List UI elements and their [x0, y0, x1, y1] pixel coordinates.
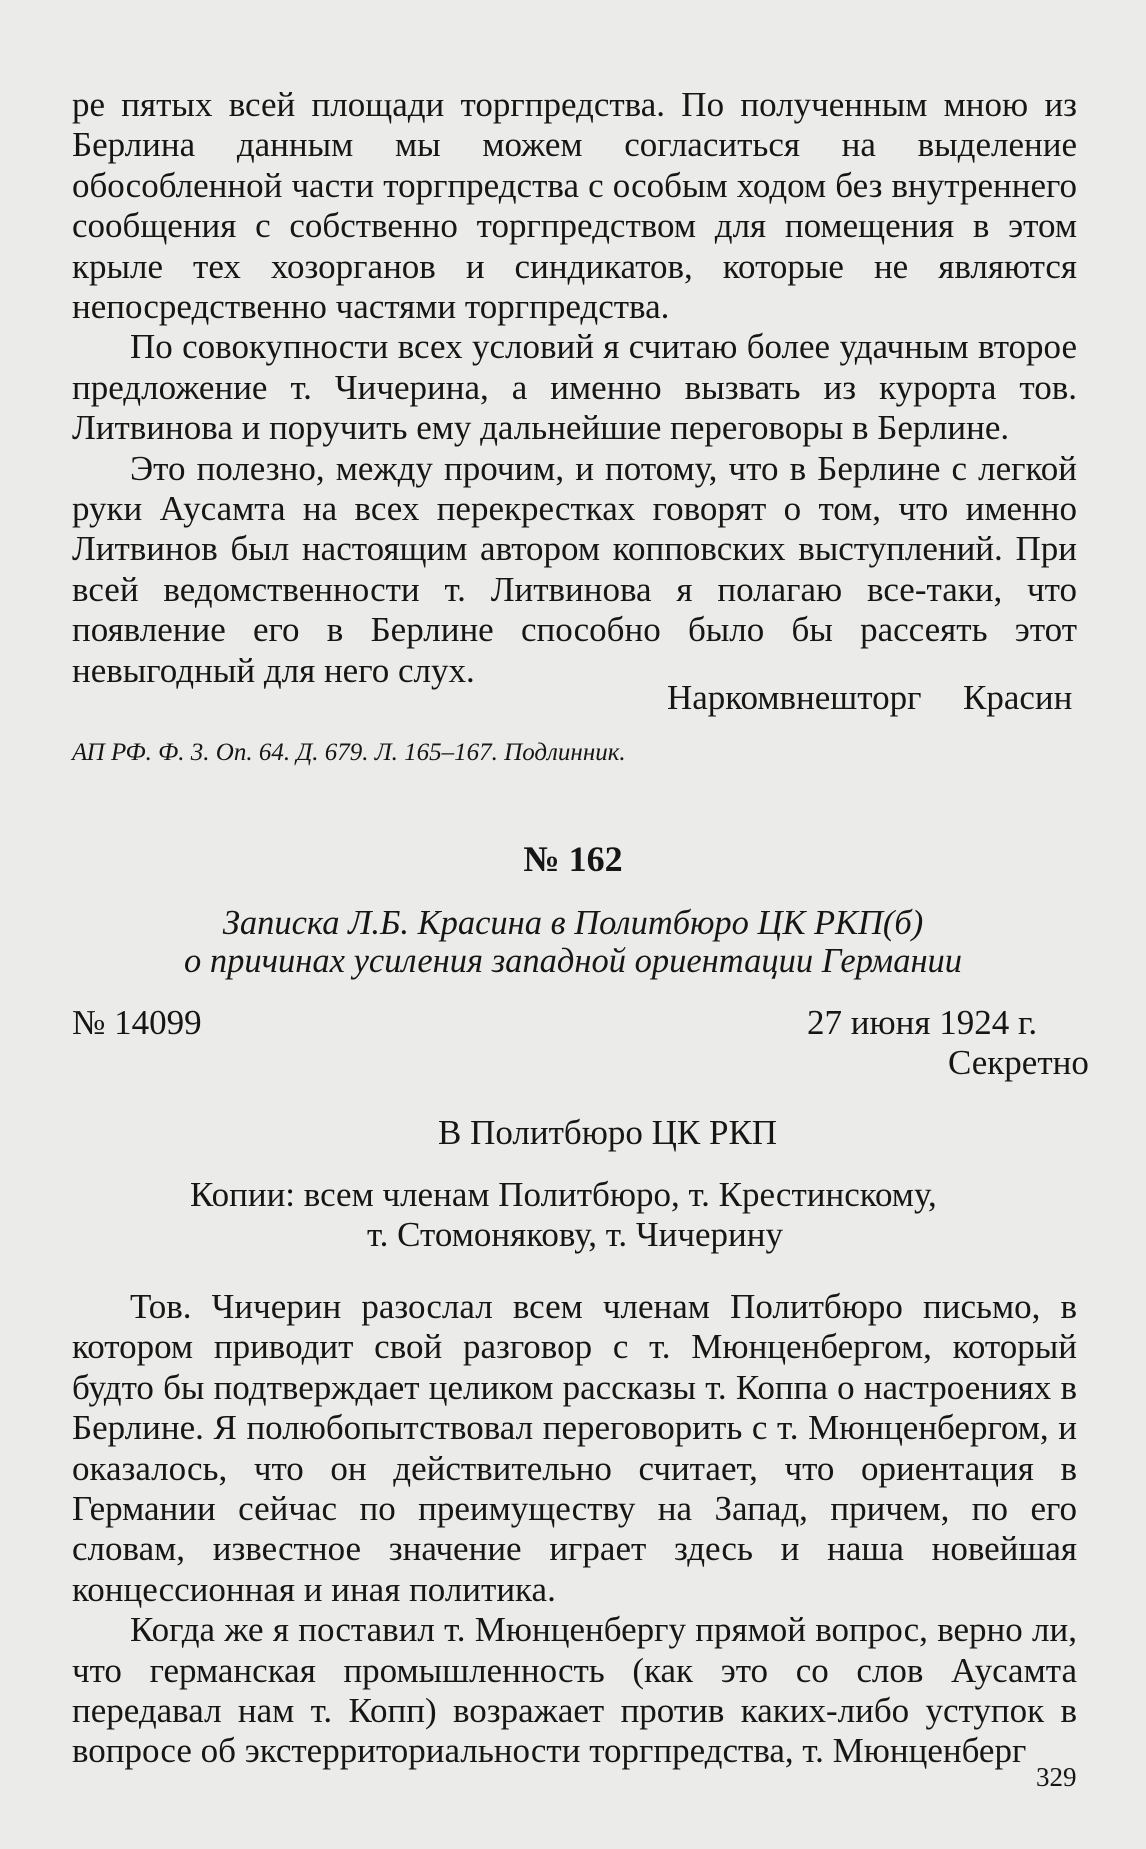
registration-number: № 14099 — [72, 1003, 202, 1042]
document-title-line-1: Записка Л.Б. Красина в Политбюро ЦК РКП(б) — [222, 904, 924, 942]
document-body — [72, 1287, 1077, 1772]
paragraph-rumor: Это полезно, между прочим, и потому, что в Берлине с легкой руки Аусамта на всех перекрестках говорят о том, что именно Литвинов был настоящим автором копповских выступлений. При всей ведомственности т. Литвинова я полагаю все-таки, что появление его в Берлине способно было бы рассеять этот невыгодный для него слух. — [72, 448, 1077, 690]
continued-text — [72, 85, 1077, 691]
archive-source-note: АП РФ. Ф. 3. Оп. 64. Д. 679. Л. 165–167. Подлинник. — [72, 739, 626, 766]
document-date: 27 июня 1924 г. — [807, 1003, 1038, 1042]
copies-line-2: т. Стомонякову, т. Чичерину — [367, 1215, 783, 1254]
copies-line-1: Копии: всем членам Политбюро, т. Крестинскому, — [190, 1175, 937, 1214]
addressee: В Политбюро ЦК РКП — [438, 1113, 778, 1152]
paragraph-chicherin-letter: Тов. Чичерин разослал всем членам Политбюро письмо, в котором приводит свой разговор с т. Мюнценбергом, который будто бы подтверждает целиком рассказы т. Коппа о настроениях в Берлине. Я полюбопытствовал переговорить с т. Мюнценбергом, и оказалось, что он действительно считает, что ориентация в Германии сейчас по преимуществу на Запад, причем, по его словам, известное значение играет здесь и наша новейшая концессионная и иная политика. — [72, 1287, 1077, 1609]
signature-title: Наркомвнешторг — [667, 678, 922, 717]
document-number: № 162 — [523, 839, 623, 879]
classification-mark: Секретно — [948, 1043, 1089, 1082]
page-number: 329 — [1036, 1762, 1077, 1792]
paragraph-proposal: По совокупности всех условий я считаю более удачным второе предложение т. Чичерина, а именно вызвать из курорта тов. Литвинова и поручить ему дальнейшие переговоры в Берлине. — [72, 327, 1077, 448]
paragraph-continued: ре пятых всей площади торгпредства. По полученным мною из Берлина данным мы можем согласиться на выделение обособленной части торгпредства с особым ходом без внутреннего сообщения с собственно торгпредством для помещения в этом крыле тех хозорганов и синдикатов, которые не являются непосредственно частями торгпредства. — [72, 85, 1077, 327]
signature-name: Красин — [963, 678, 1073, 717]
paragraph-question: Когда же я поставил т. Мюнценбергу прямой вопрос, верно ли, что германская промышленность (как это со слов Аусамта передавал нам т. Копп) возражает против каких-либо уступок в вопросе об экстерриториальности торгпредства, т. Мюнценберг — [72, 1610, 1077, 1771]
document-title-line-2: о причинах усиления западной ориентации Германии — [183, 942, 963, 980]
